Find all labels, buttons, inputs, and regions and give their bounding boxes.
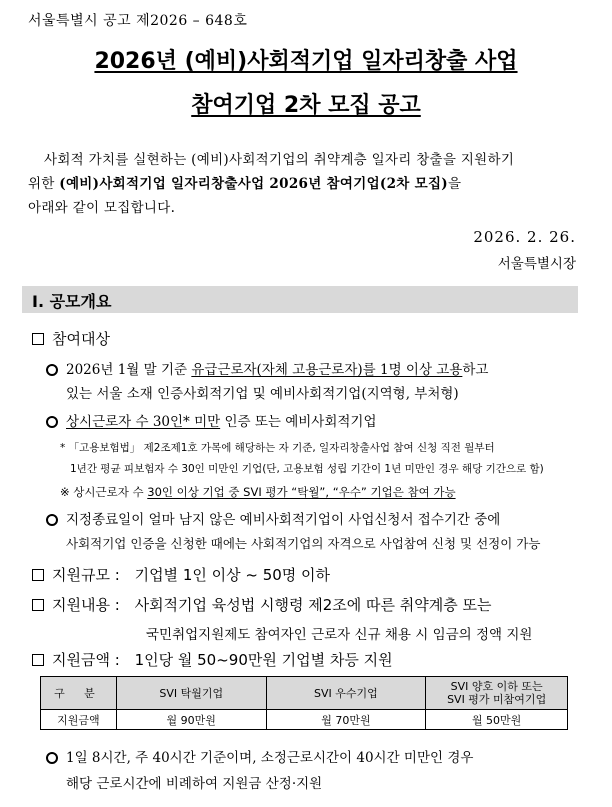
intro-line-1: 사회적 가치를 실현하는 (예비)사회적기업의 취약계층 일자리 창출을 지원하기 xyxy=(44,152,515,168)
target-bullet-3-line-1: 지정종료일이 얼마 남지 않은 예비사회적기업이 사업신청서 접수기간 중에 xyxy=(66,512,501,528)
issuer: 서울특별시장 xyxy=(497,256,576,272)
target-note-1-line-2: 1년간 평균 피보험자 수 30인 미만인 기업(단, 고용보험 성립 기간이 1년 미만인 경우 해당 기간으로 함) xyxy=(70,463,544,475)
section-title: Ⅰ. 공모개요 xyxy=(32,292,112,311)
title-line-1: 2026년 (예비)사회적기업 일자리창출 사업 xyxy=(94,49,518,74)
ring-bullet-icon xyxy=(46,514,58,526)
target-bullet-2: 상시근로자 수 30인* 미만 인증 또는 예비사회적기업 xyxy=(66,414,377,430)
table-cell-good-amount: 월 70만원 xyxy=(266,710,426,730)
support-amount-table xyxy=(40,676,568,730)
scale-text: 기업별 1인 이상 ~ 50명 이하 xyxy=(134,566,331,584)
amount-heading: 지원금액 : xyxy=(52,651,120,669)
title-line-2: 참여기업 2차 모집 공고 xyxy=(191,93,421,118)
document-number: 서울특별시 공고 제2026 – 648호 xyxy=(28,13,248,29)
table-cell-other-amount: 월 50만원 xyxy=(426,710,568,730)
table-header-svi-other: SVI 양호 이하 또는 SVI 평가 미참여기업 xyxy=(426,677,568,710)
scale-row xyxy=(52,564,330,585)
ring-bullet-icon xyxy=(46,416,58,428)
checkbox-square-icon xyxy=(32,333,44,345)
table-header-svi-excellent: SVI 탁월기업 xyxy=(116,677,266,710)
target-note-1-line-1: * 「고용보험법」 제2조제1호 가목에 해당하는 자 기준, 일자리창출사업 참여 신청 직전 월부터 xyxy=(60,442,495,454)
target-bullet-1-line-2: 있는 서울 소재 인증사회적기업 및 예비사회적기업(지역형, 부처형) xyxy=(66,386,459,402)
intro-line-3: 아래와 같이 모집합니다. xyxy=(28,200,176,216)
amount-row xyxy=(52,649,393,670)
table-header-svi-good: SVI 우수기업 xyxy=(266,677,426,710)
table-cell-excellent-amount: 월 90만원 xyxy=(116,710,266,730)
amount-text: 1인당 월 50~90만원 기업별 차등 지원 xyxy=(134,651,393,669)
target-note-2: ※ 상시근로자 수 30인 이상 기업 중 SVI 평가 “탁월”, “우수” 기업은 참여 가능 xyxy=(60,485,456,499)
intro-line-2: 위한 (예비)사회적기업 일자리창출사업 2026년 참여기업(2차 모집)을 xyxy=(28,176,462,192)
scale-heading: 지원규모 : xyxy=(52,566,120,584)
table-header-row xyxy=(41,677,568,710)
content-heading: 지원내용 : xyxy=(52,596,120,614)
checkbox-square-icon xyxy=(32,599,44,611)
intro-program-name: (예비)사회적기업 일자리창출사업 2026년 참여기업(2차 모집) xyxy=(59,176,448,192)
target-heading: 참여대상 xyxy=(52,330,110,348)
table-row-label: 지원금액 xyxy=(41,710,117,730)
content-line-2: 국민취업지원제도 참여자인 근로자 신규 채용 시 임금의 정액 지원 xyxy=(146,627,533,643)
ring-bullet-icon xyxy=(46,364,58,376)
last-bullet-line-2: 해당 근로시간에 비례하여 지원금 산정·지원 xyxy=(66,776,323,792)
content-line-1: 사회적기업 육성법 시행령 제2조에 따른 취약계층 또는 xyxy=(134,596,492,614)
checkbox-square-icon xyxy=(32,654,44,666)
content-row xyxy=(52,594,492,615)
checkbox-square-icon xyxy=(32,569,44,581)
ring-bullet-icon xyxy=(46,752,58,764)
table-header-category: 구 분 xyxy=(41,677,117,710)
target-bullet-3-line-2: 사회적기업 인증을 신청한 때에는 사회적기업의 자격으로 사업참여 신청 및 선정이 가능 xyxy=(66,536,541,551)
table-row xyxy=(41,710,568,730)
last-bullet-line-1: 1일 8시간, 주 40시간 기준이며, 소정근로시간이 40시간 미만인 경우 xyxy=(66,750,474,766)
target-bullet-1-line-1: 2026년 1월 말 기준 유급근로자(자체 고용근로자)를 1명 이상 고용하고 xyxy=(66,362,489,378)
announcement-date: 2026. 2. 26. xyxy=(473,228,576,246)
